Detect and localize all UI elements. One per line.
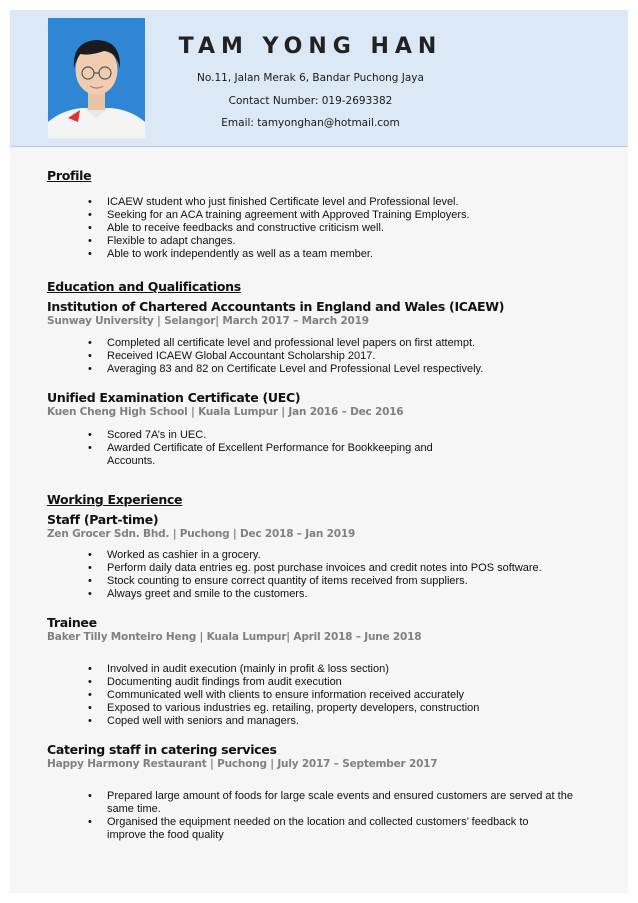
work-catering-title: Catering staff in catering services: [47, 742, 277, 757]
list-item: • Perform daily data entries eg. post purchase invoices and credit notes into POS software.: [88, 562, 598, 575]
work-baker-details: Baker Tilly Monteiro Heng | Kuala Lumpur| April 2018 – June 2018: [47, 631, 422, 643]
list-item: • Flexible to adapt changes.: [88, 235, 598, 248]
work-zen-details: Zen Grocer Sdn. Bhd. | Puchong | Dec 2018 – Jan 2019: [47, 528, 356, 540]
address: No.11, Jalan Merak 6, Bandar Puchong Jaya: [197, 72, 424, 84]
list-item: • Completed all certificate level and professional level papers on first attempt.: [88, 337, 598, 350]
work-zen-title: Staff (Part-time): [47, 512, 159, 527]
resume-content: [47, 168, 607, 842]
list-item: • Worked as cashier in a grocery.: [88, 549, 598, 562]
education-icaew-details: Sunway University | Selangor| March 2017 – March 2019: [47, 315, 369, 327]
profile-list: [88, 196, 598, 261]
list-item: • Communicated well with clients to ensure information received accurately: [88, 689, 598, 702]
list-item: • Able to receive feedbacks and constructive criticism well.: [88, 222, 598, 235]
list-item: • Seeking for an ACA training agreement with Approved Training Employers.: [88, 209, 598, 222]
list-item: • Stock counting to ensure correct quantity of items received from suppliers.: [88, 575, 598, 588]
work-baker-title: Trainee: [47, 615, 97, 630]
work-heading: Working Experience: [47, 492, 183, 507]
contact-number: Contact Number: 019-2693382: [228, 95, 393, 107]
work-zen-list: [88, 549, 598, 601]
list-item: • Coped well with seniors and managers.: [88, 715, 598, 728]
list-item: • Awarded Certificate of Excellent Performance for Bookkeeping and Accounts.: [88, 442, 458, 468]
education-heading: Education and Qualifications: [47, 279, 241, 294]
education-icaew-title: Institution of Chartered Accountants in England and Wales (ICAEW): [47, 299, 505, 314]
education-uec-details: Kuen Cheng High School | Kuala Lumpur | Jan 2016 – Dec 2016: [47, 406, 404, 418]
list-item: • ICAEW student who just finished Certificate level and Professional level.: [88, 196, 598, 209]
list-item: • Able to work independently as well as a team member.: [88, 248, 598, 261]
list-item: • Averaging 83 and 82 on Certificate Level and Professional Level respectively.: [88, 363, 598, 376]
list-item: • Received ICAEW Global Accountant Scholarship 2017.: [88, 350, 598, 363]
list-item: • Organised the equipment needed on the location and collected customers’ feedback to improve the food quality: [88, 816, 568, 842]
email-address: Email: tamyonghan@hotmail.com: [221, 117, 400, 129]
list-item: • Always greet and smile to the customers.: [88, 588, 598, 601]
education-uec-list: [88, 429, 598, 468]
education-icaew-list: [88, 337, 598, 376]
candidate-name: TAM YONG HAN: [178, 34, 443, 59]
list-item: • Prepared large amount of foods for large scale events and ensured customers are served at the same time.: [88, 790, 588, 816]
list-item: • Documenting audit findings from audit execution: [88, 676, 598, 689]
resume-header: [10, 10, 628, 147]
education-uec-title: Unified Examination Certificate (UEC): [47, 390, 301, 405]
profile-photo: [48, 18, 145, 138]
work-catering-list: [88, 790, 598, 842]
list-item: • Exposed to various industries eg. retailing, property developers, construction: [88, 702, 598, 715]
resume-page: [10, 10, 628, 893]
list-item: • Involved in audit execution (mainly in profit & loss section): [88, 663, 598, 676]
profile-heading: Profile: [47, 168, 92, 183]
work-baker-list: [88, 663, 598, 728]
list-item: • Scored 7A’s in UEC.: [88, 429, 598, 442]
work-catering-details: Happy Harmony Restaurant | Puchong | July 2017 – September 2017: [47, 758, 438, 770]
